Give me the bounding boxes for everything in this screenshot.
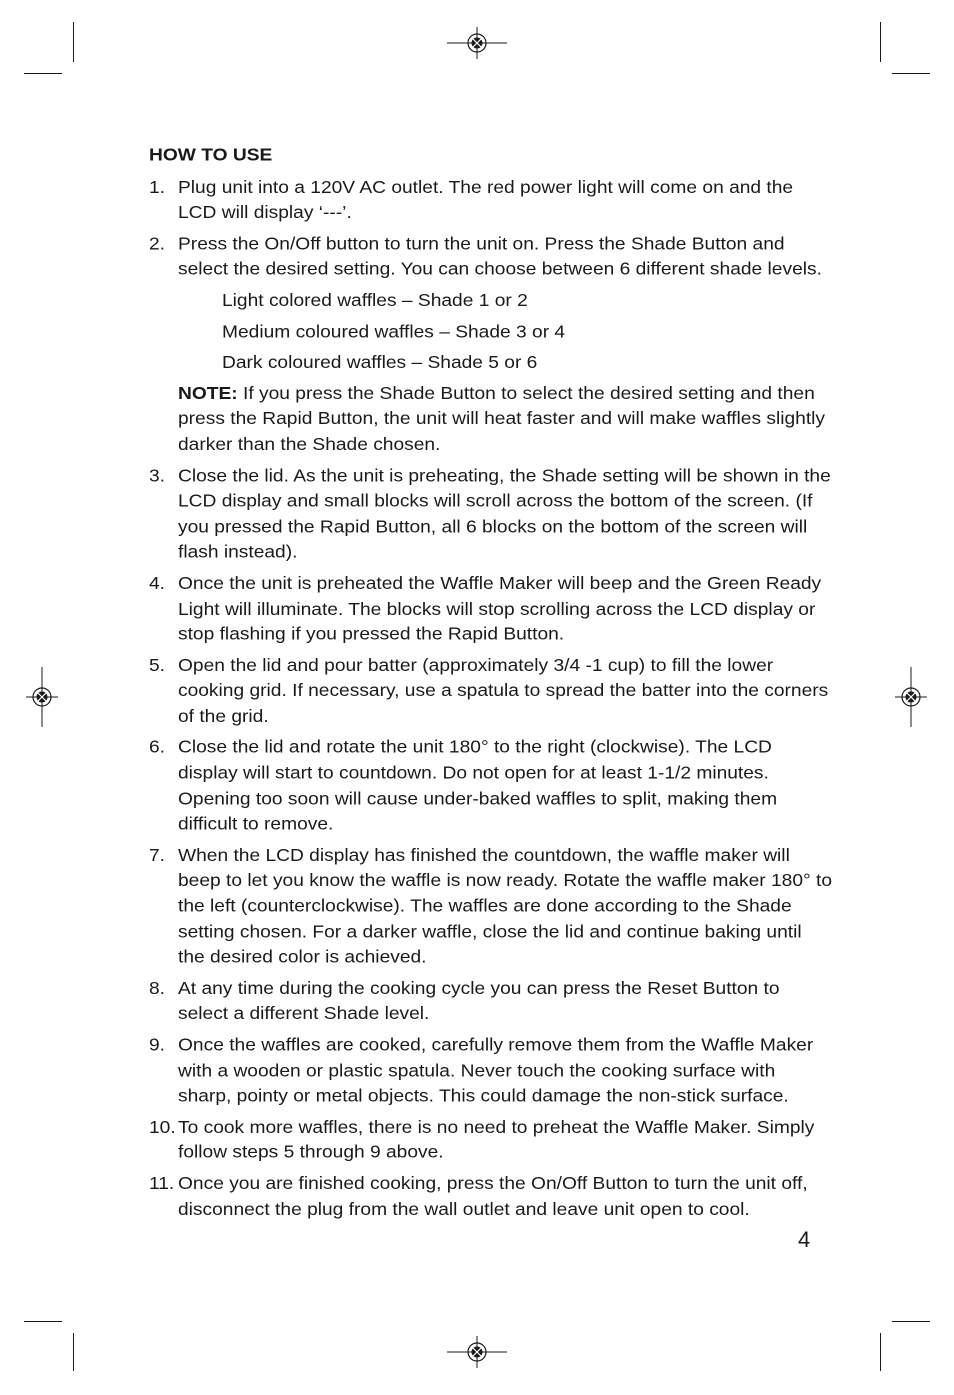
step-number: 5. [149,656,166,676]
list-item [149,735,833,837]
shade-level-item: Medium coloured waffles – Shade 3 or 4 [222,322,566,342]
crop-mark [24,1321,62,1322]
list-item [149,175,833,226]
step-text: To cook more waffles, there is no need to preheat the Waffle Maker. Simply follow steps 5 through 9 above. [178,1117,815,1163]
crop-mark [73,22,74,62]
note-label: NOTE: [178,384,238,404]
list-item [149,464,833,566]
step-text: Close the lid. As the unit is preheating, the Shade setting will be shown in the LCD display and small blocks will scroll across the bottom of the screen. (If you pressed the Rapid Button, all 6 blocks on the bottom of the screen will flash instead). [178,466,831,563]
step-number: 2. [149,234,166,254]
shade-levels-list [222,288,833,376]
registration-mark-icon [447,27,507,59]
step-number: 10. [149,1117,176,1138]
step-text: Once the waffles are cooked, carefully remove them from the Waffle Maker with a wooden or plastic spatula. Never touch the cooking surface with sharp, pointy or metal objects. This could damage the non-stick surface. [178,1035,814,1107]
list-item [149,976,833,1027]
step-text: Close the lid and rotate the unit 180° to the right (clockwise). The LCD display will start to countdown. Do not open for at least 1-1/2 minutes. Opening too soon will cause under-baked waffles to split, making them difficult to remove. [178,738,778,835]
page-number: 4 [798,1227,811,1252]
crop-mark [892,73,930,74]
crop-mark [892,1321,930,1322]
instructions-content [149,143,833,1228]
list-item [149,232,833,458]
list-item [149,571,833,648]
step-text: Once the unit is preheated the Waffle Maker will beep and the Green Ready Light will illuminate. The blocks will stop scrolling across the LCD display or stop flashing if you pressed the Rapid Button. [178,573,822,645]
step-number: 7. [149,845,166,866]
list-item [149,1033,833,1110]
step-number: 9. [149,1035,166,1056]
steps-list [149,175,833,1223]
crop-mark [880,22,881,62]
list-item [149,653,833,730]
step-text: Open the lid and pour batter (approximately 3/4 -1 cup) to fill the lower cooking grid. If necessary, use a spatula to spread the batter into the corners of the grid. [178,656,829,727]
step-number: 3. [149,466,166,486]
step-text: At any time during the cooking cycle you can press the Reset Button to select a different Shade level. [178,979,780,1024]
step-number: 8. [149,979,166,999]
step-text: When the LCD display has finished the countdown, the waffle maker will beep to let you know the waffle is now ready. Rotate the waffle maker 180° to the left (counterclockwise). The waffles are done according to the Shade setting chosen. For a darker waffle, close the lid and continue baking until the desired color is achieved. [178,845,833,968]
list-item [149,1172,833,1223]
step-number: 11. [149,1174,175,1194]
step-number: 4. [149,573,166,594]
step-text: Once you are finished cooking, press the On/Off Button to turn the unit off, disconnect the plug from the wall outlet and leave unit open to cool. [178,1174,808,1220]
registration-mark-icon [447,1336,507,1368]
list-item [149,1115,833,1166]
section-heading: HOW TO USE [149,145,273,166]
crop-mark [73,1333,74,1371]
crop-mark [880,1333,881,1371]
note-text: If you press the Shade Button to select the desired setting and then press the Rapid Button, the unit will heat faster and will make waffles slightly darker than the Shade chosen. [178,384,826,455]
step-text: Plug unit into a 120V AC outlet. The red power light will come on and the LCD will display ‘---’. [178,177,794,223]
list-item [149,843,833,971]
step-text: Press the On/Off button to turn the unit on. Press the Shade Button and select the desired setting. You can choose between 6 different shade levels. [178,234,822,280]
shade-level-item: Dark coloured waffles – Shade 5 or 6 [222,353,538,373]
crop-mark [24,73,62,74]
registration-mark-icon [26,667,58,727]
registration-mark-icon [895,667,927,727]
shade-level-item: Light colored waffles – Shade 1 or 2 [222,290,528,311]
step-number: 6. [149,738,166,758]
step-number: 1. [149,177,166,198]
note-paragraph [178,381,833,458]
